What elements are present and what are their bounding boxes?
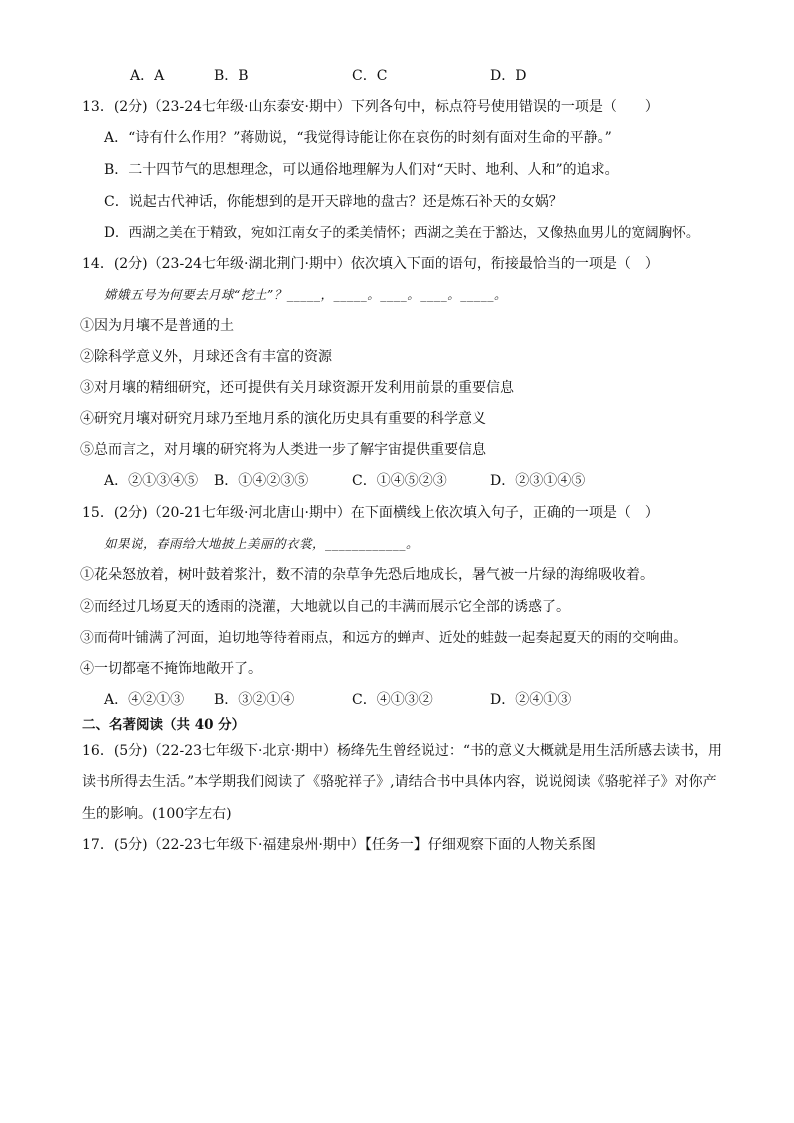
q16-line-2: 读书所得去生活。”本学期我们阅读了《骆驼祥子》,请结合书中具体内容，说说阅读《骆驼祥子》对你产 <box>82 774 717 790</box>
q14-item-1: ①因为月壤不是普通的土 <box>80 318 234 334</box>
q13-stem: 13．(2分)（23-24七年级·山东泰安·期中）下列各句中，标点符号使用错误的一项是（ ） <box>82 99 659 115</box>
q15-item-3: ③而荷叶铺满了河面，迫切地等待着雨点，和远方的蝉声、近处的蛙鼓一起奏起夏天的雨的交响曲。 <box>80 630 688 646</box>
q13-option-b: B．二十四节气的思想理念，可以通俗地理解为人们对“天时、地利、人和”的追求。 <box>104 162 619 178</box>
q17-stem: 17．(5分)（22-23七年级下·福建泉州·期中）【任务一】仔细观察下面的人物关系图 <box>82 837 596 853</box>
q14-item-3: ③对月壤的精细研究，还可提供有关月球资源开发利用前景的重要信息 <box>80 380 514 396</box>
q15-option-a: A．④②①③ <box>104 692 185 708</box>
q14-option-d: D．②③①④⑤ <box>490 473 586 489</box>
q14-item-4: ④研究月壤对研究月球乃至地月系的演化历史具有重要的科学意义 <box>80 411 486 427</box>
q14-stem: 14．(2分)（23-24七年级·湖北荆门·期中）依次填入下面的语句，衔接最恰当的一项是（ ） <box>82 256 659 272</box>
q13-option-a: A．“诗有什么作用？”蒋勋说，“我觉得诗能让你在哀伤的时刻有面对生命的平静。” <box>104 130 612 146</box>
q14-item-5: ⑤总而言之，对月壤的研究将为人类进一步了解宇宙提供重要信息 <box>80 442 486 458</box>
q12-option-c: C．C <box>352 68 388 84</box>
q15-item-2: ②而经过几场夏天的透雨的浇灌，大地就以自己的丰满而展示它全部的诱惑了。 <box>80 599 570 615</box>
q15-item-1: ①花朵怒放着，树叶鼓着浆汁，数不清的杂草争先恐后地成长，暑气被一片绿的海绵吸收着。 <box>80 567 654 583</box>
q15-option-c: C．④①③② <box>352 692 433 708</box>
q12-option-d: D．D <box>490 68 527 84</box>
q14-option-a: A．②①③④⑤ <box>104 473 199 489</box>
q15-item-4: ④一切都毫不掩饰地敞开了。 <box>80 661 262 677</box>
section-2-title: 二、名著阅读（共 40 分） <box>82 717 246 733</box>
q12-option-b: B．B <box>214 68 249 84</box>
q14-option-b: B．①④②③⑤ <box>214 473 309 489</box>
q13-option-d: D．西湖之美在于精致，宛如江南女子的柔美情怀；西湖之美在于豁达，又像热血男儿的宽阔胸怀。 <box>104 225 700 241</box>
q15-option-b: B．③②①④ <box>214 692 295 708</box>
q14-passage: 嫦娥五号为何要去月球“挖土”？_____，_____。____。____。_____。 <box>104 287 508 302</box>
q15-stem: 15．(2分)（20-21七年级·河北唐山·期中）在下面横线上依次填入句子，正确的一项是（ ） <box>82 505 659 521</box>
q14-item-2: ②除科学意义外，月球还含有丰富的资源 <box>80 349 332 365</box>
q16-line-1: 16．(5分)（22-23七年级下·北京·期中）杨绛先生曾经说过：“书的意义大概就是用生活所感去读书，用 <box>82 743 723 759</box>
q15-passage: 如果说，春雨给大地披上美丽的衣裳，____________。 <box>104 536 420 551</box>
q13-option-c: C．说起古代神话，你能想到的是开天辟地的盘古？还是炼石补天的女娲？ <box>104 194 563 210</box>
q16-line-3: 生的影响。(100字左右) <box>82 806 232 822</box>
q12-option-a: A．A <box>130 68 165 84</box>
q14-option-c: C．①④⑤②③ <box>352 473 447 489</box>
q15-option-d: D．②④①③ <box>490 692 572 708</box>
